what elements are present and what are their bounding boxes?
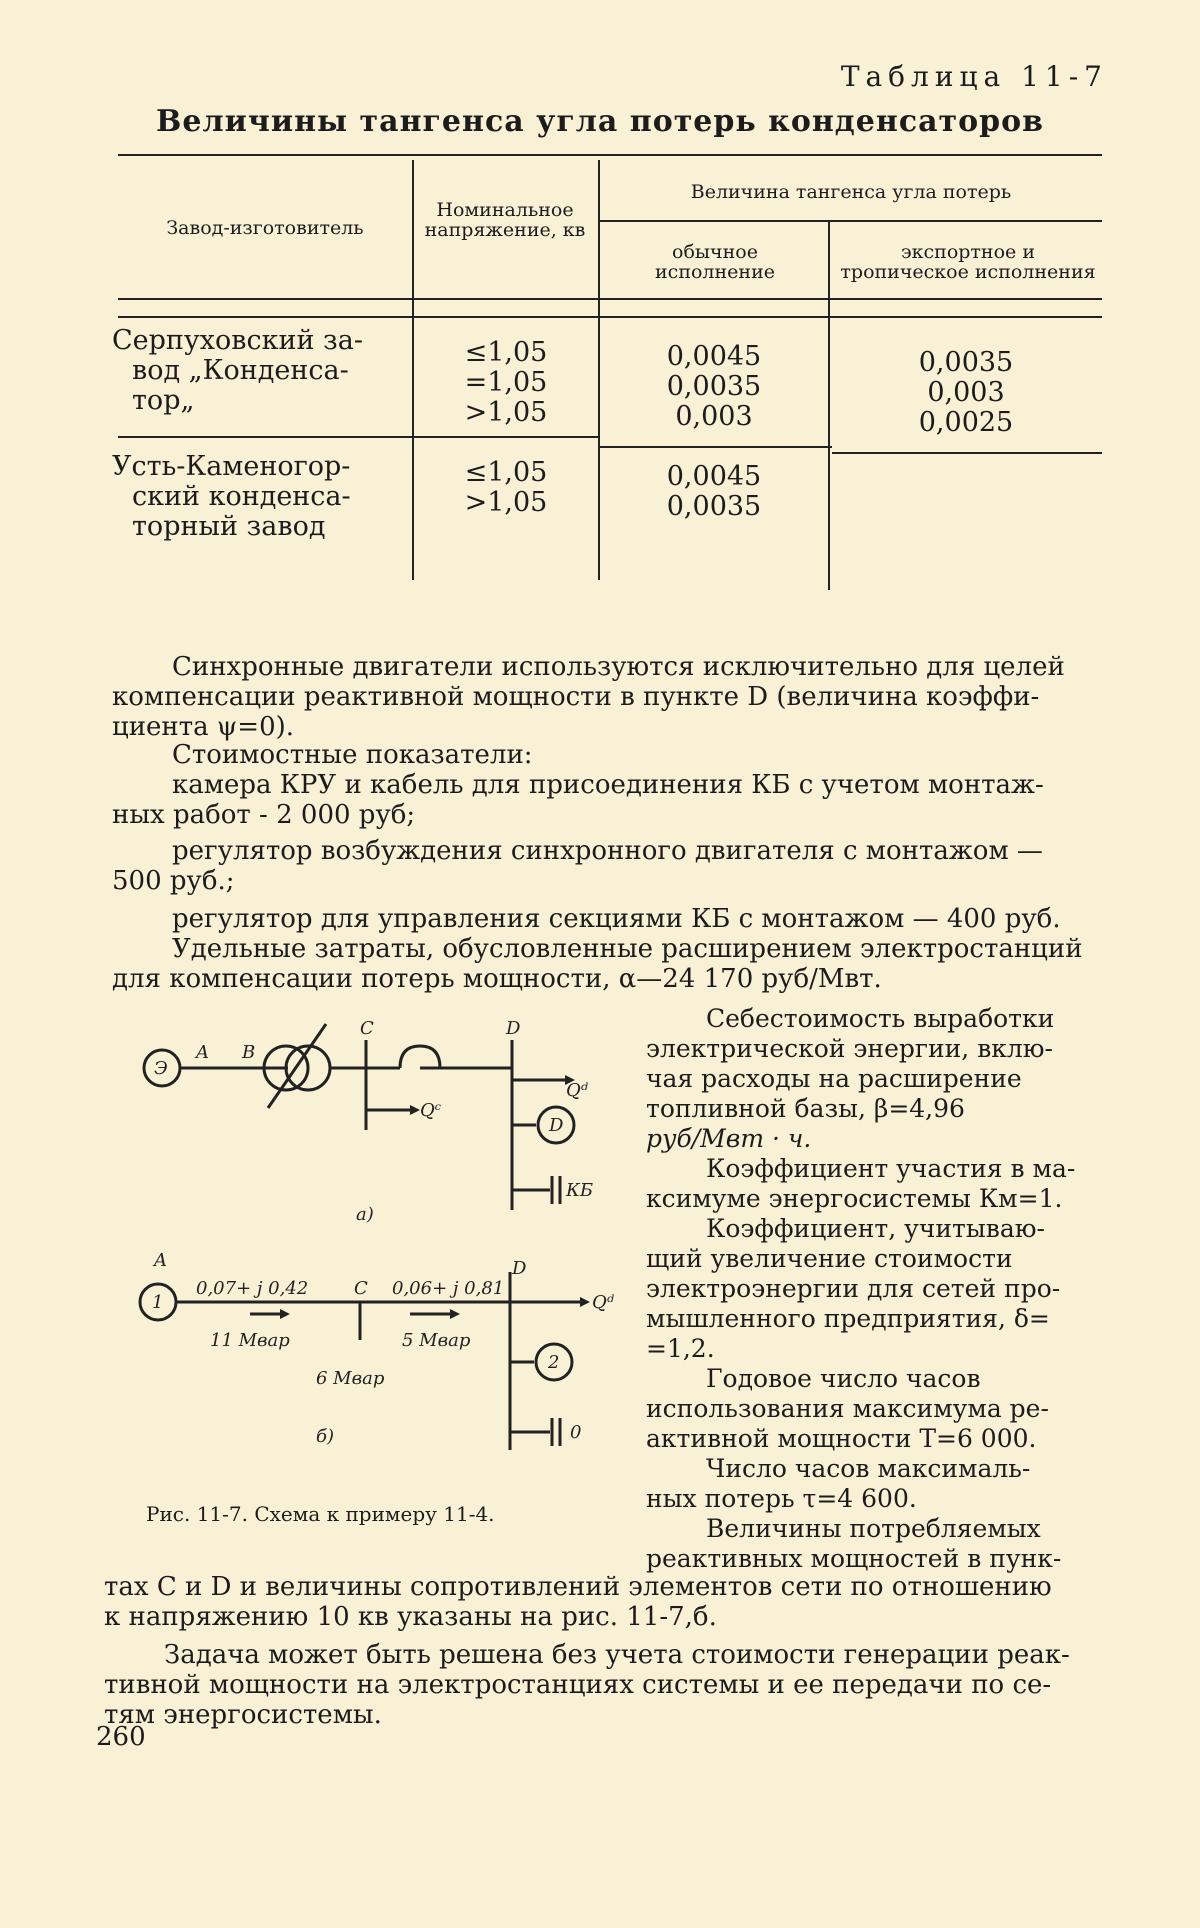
- fig-a-motor: D: [549, 1115, 564, 1136]
- fig-a-kb: КБ: [566, 1180, 594, 1201]
- fig-b-motor: 2: [548, 1352, 560, 1373]
- paragraph-kru-cost: камера КРУ и кабель для присоединения КБ с учетом монтаж- ных работ - 2 000 руб;: [112, 770, 1044, 830]
- fig-b-node-d: D: [512, 1258, 527, 1279]
- fig-b-node-c: C: [354, 1278, 368, 1299]
- row2-normal: 0,0045 0,0035: [666, 461, 762, 522]
- header-normal: обычное исполнение: [655, 241, 775, 283]
- fig-b-q1: 11 Мвар: [210, 1330, 290, 1351]
- paragraph-specific-costs: Удельные затраты, обусловленные расширением электростанций для компенсации потерь мощности, α—24 170 руб/Мвт.: [112, 934, 1083, 994]
- row1-voltage: ≤1,05 =1,05 >1,05: [464, 337, 548, 428]
- row1-export: 0,0035 0,003 0,0025: [918, 347, 1014, 438]
- paragraph-synchronous-motors: Синхронные двигатели используются исключительно для целей компенсации реактивной мощности в пункте D (величина коэффи- циента ψ=0).: [112, 652, 1065, 742]
- fig-a-qc: Qᶜ: [420, 1100, 442, 1121]
- page-number: 260: [96, 1722, 146, 1752]
- document-page: Таблица 11-7 Величины тангенса угла потерь конденсаторов Завод-изготовитель Номинальное напряжение, кв Величина тангенса угла потерь обычное исполнение экспортное и тропическое исполнения Серпуховский за- вод „Конденса- тор„ ≤1,05 =1,05 >1,05 0,0045 0,0035 0,003 0,0035 0,003 0,0025 Усть-Каменогор- ский конденса- торный завод ≤1,05 >1,05 0,0045 0,0035 Синхронные двигатели используются исключительно для целей компенсации реактивной мощности в пункте D (величина коэффи- циента ψ=0). Стоимостные показатели: камера КРУ и кабель для присоединения КБ с учетом монтаж- ных работ - 2 000 руб; регулятор возбуждения синхронного двигателя с монтажом — 500 руб.; регулятор для управления секциями КБ с монтажом — 400 руб. Удельные затраты, обусловленные расширением электростанций для компенсации потерь мощности, α—24 170 руб/Мвт. Себестоимость выработки электрической энергии, вклю- чая расходы на расширение топливной базы, β=4,96 руб/Мвт · ч. Коэффициент участия в ма- ксимуме энергосистемы Км=1. Коэффициент, учитываю- щий увеличение стоимости электроэнергии для сетей про- мышленного предприятия, δ= =1,2. Годовое число часов использования максимума ре- активной мощности T=6 000. Число часов максималь- ных потерь τ=4 600. Величины потребляемых реактивных мощностей в пунк- Э A B C D Qᶜ Qᵈ D КБ а) 1 A 0,07+ j 0,42 C 0,06+ j 0,81 D Qᵈ 11 Мвар 5 Мвар 6 Мвар 2 0 б) Рис. 11-7. Схема к примеру 11-4. тах C и D и величины сопротивлений элементов сети по отношению к напряжению 10 кв указаны на рис. 11-7,б. Задача может быть решена без учета стоимости генерации реак- тивной мощности на электростанциях системы и ее передачи по се- тям энергосистемы. 260: [0, 0, 1200, 1928]
- fig-b-q3: 6 Мвар: [316, 1368, 385, 1389]
- header-tan-group: Величина тангенса угла потерь: [690, 181, 1012, 203]
- fig-a-source: Э: [154, 1058, 168, 1079]
- table-label: Таблица 11-7: [840, 60, 1108, 93]
- fig-a-node-b: B: [242, 1042, 256, 1063]
- header-voltage: Номинальное напряжение, кв: [424, 199, 586, 241]
- fig-a-node-a: A: [196, 1042, 209, 1063]
- fig-b-z2: 0,06+ j 0,81: [392, 1278, 505, 1299]
- fig-b-node-a: A: [154, 1250, 167, 1271]
- paragraph-kb-regulator: регулятор для управления секциями КБ с монтажом — 400 руб.: [172, 904, 1061, 934]
- figure-caption: Рис. 11-7. Схема к примеру 11-4.: [146, 1502, 495, 1526]
- fig-a-node-d: D: [506, 1018, 521, 1039]
- fig-b-q2: 5 Мвар: [402, 1330, 471, 1351]
- paragraph-reactive-power: тах C и D и величины сопротивлений элементов сети по отношению к напряжению 10 кв указаны на рис. 11-7,б.: [104, 1572, 1052, 1632]
- fig-b-qd: Qᵈ: [592, 1292, 614, 1313]
- paragraph-task-note: Задача может быть решена без учета стоимости генерации реак- тивной мощности на электростанциях системы и ее передачи по се- тям энергосистемы.: [104, 1640, 1070, 1730]
- fig-a-node-c: C: [360, 1018, 374, 1039]
- row2-manufacturer: Усть-Каменогор- ский конденса- торный завод: [112, 451, 351, 542]
- fig-a-qd: Qᵈ: [566, 1080, 588, 1101]
- paragraph-cost-indicators: Стоимостные показатели:: [172, 740, 533, 770]
- fig-a-label: а): [356, 1204, 374, 1225]
- row1-manufacturer: Серпуховский за- вод „Конденса- тор„: [112, 325, 364, 416]
- fig-b-kb: 0: [570, 1422, 582, 1443]
- row2-voltage: ≤1,05 >1,05: [464, 457, 548, 518]
- header-manufacturer: Завод-изготовитель: [166, 217, 364, 239]
- fig-b-source: 1: [152, 1292, 164, 1313]
- row1-normal: 0,0045 0,0035 0,003: [666, 341, 762, 432]
- reactor-a: [400, 1046, 440, 1068]
- table-title: Величины тангенса угла потерь конденсаторов: [156, 104, 1044, 139]
- header-export: экспортное и тропическое исполнения: [840, 241, 1096, 283]
- circuit-figure: [120, 1010, 640, 1480]
- fig-b-label: б): [316, 1426, 335, 1447]
- paragraph-regulator-cost: регулятор возбуждения синхронного двигателя с монтажом — 500 руб.;: [112, 836, 1043, 896]
- fig-b-z1: 0,07+ j 0,42: [196, 1278, 309, 1299]
